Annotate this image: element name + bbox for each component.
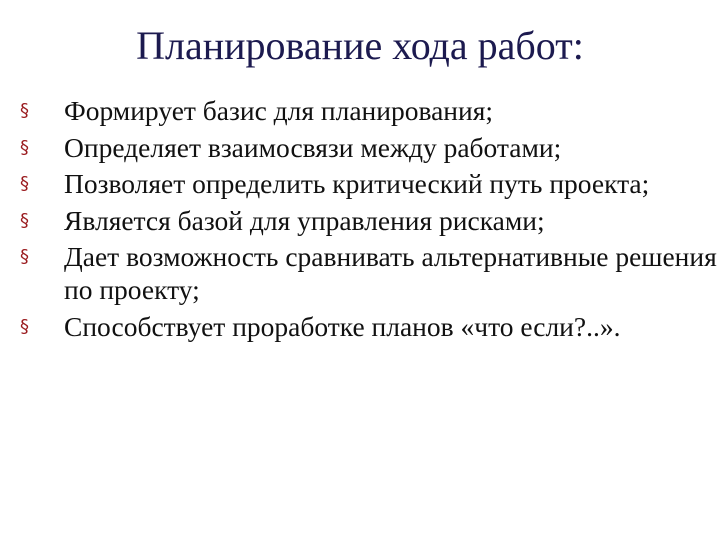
bullet-list (18, 94, 718, 346)
section-sign-bullet-icon: § (20, 136, 29, 158)
bullet-item (18, 167, 718, 200)
bullet-text: Является базой для управления рисками; (64, 204, 545, 236)
bullet-item (18, 204, 718, 237)
bullet-text: Определяет взаимосвязи между работами; (64, 131, 562, 163)
slide-title: Планирование хода работ: (136, 23, 584, 68)
section-sign-bullet-icon: § (20, 173, 29, 194)
bullet-text: Дает возможность сравнивать альтернативные решения по проекту; (64, 241, 717, 305)
bullet-text: Формирует базис для планирования; (64, 95, 494, 126)
bullet-text: Способствует проработке планов «что если?..». (64, 310, 621, 342)
bullet-item (18, 94, 718, 127)
bullet-item (18, 310, 718, 343)
bullet-item (18, 131, 718, 164)
section-sign-bullet-icon: § (20, 100, 29, 121)
section-sign-bullet-icon: § (20, 246, 29, 267)
section-sign-bullet-icon: § (20, 209, 29, 231)
bullet-item (18, 240, 718, 306)
section-sign-bullet-icon: § (20, 315, 29, 337)
bullet-text: Позволяет определить критический путь проекта; (64, 168, 650, 199)
